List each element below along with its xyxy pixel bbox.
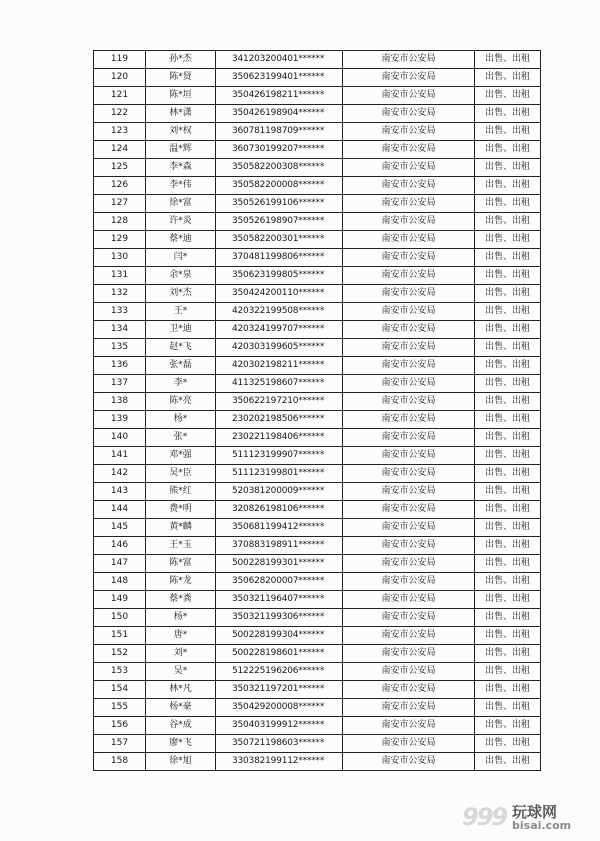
issuing-authority: 南安市公安局 xyxy=(343,339,475,357)
table-row xyxy=(94,87,541,105)
row-number: 132 xyxy=(94,285,146,303)
row-number: 128 xyxy=(94,213,146,231)
row-number: 149 xyxy=(94,591,146,609)
person-name: 卫*迪 xyxy=(146,321,216,339)
issuing-authority: 南安市公安局 xyxy=(343,447,475,465)
id-number: 350622197210****** xyxy=(216,393,343,411)
person-name: 杨* xyxy=(146,411,216,429)
id-number: 350526199106****** xyxy=(216,195,343,213)
person-name: 刘*杰 xyxy=(146,285,216,303)
person-name: 蔡*迪 xyxy=(146,231,216,249)
offense-type: 出售、出租 xyxy=(475,123,541,141)
offense-type: 出售、出租 xyxy=(475,537,541,555)
offense-type: 出售、出租 xyxy=(475,483,541,501)
issuing-authority: 南安市公安局 xyxy=(343,87,475,105)
row-number: 133 xyxy=(94,303,146,321)
id-number: 350424200110****** xyxy=(216,285,343,303)
issuing-authority: 南安市公安局 xyxy=(343,303,475,321)
issuing-authority: 南安市公安局 xyxy=(343,123,475,141)
offense-type: 出售、出租 xyxy=(475,681,541,699)
id-number: 500228199304****** xyxy=(216,627,343,645)
issuing-authority: 南安市公安局 xyxy=(343,699,475,717)
issuing-authority: 南安市公安局 xyxy=(343,519,475,537)
person-name: 刘*权 xyxy=(146,123,216,141)
row-number: 146 xyxy=(94,537,146,555)
person-name: 陈*龙 xyxy=(146,573,216,591)
person-name: 徐*旭 xyxy=(146,753,216,771)
person-name: 唐* xyxy=(146,627,216,645)
row-number: 131 xyxy=(94,267,146,285)
offense-type: 出售、出租 xyxy=(475,753,541,771)
offense-type: 出售、出租 xyxy=(475,303,541,321)
row-number: 122 xyxy=(94,105,146,123)
id-number: 350426198211****** xyxy=(216,87,343,105)
issuing-authority: 南安市公安局 xyxy=(343,105,475,123)
person-name: 熊*红 xyxy=(146,483,216,501)
row-number: 123 xyxy=(94,123,146,141)
issuing-authority: 南安市公安局 xyxy=(343,393,475,411)
person-name: 王*玉 xyxy=(146,537,216,555)
person-name: 杨*豪 xyxy=(146,699,216,717)
id-number: 420303199605****** xyxy=(216,339,343,357)
issuing-authority: 南安市公安局 xyxy=(343,141,475,159)
row-number: 120 xyxy=(94,69,146,87)
table-row xyxy=(94,393,541,411)
issuing-authority: 南安市公安局 xyxy=(343,645,475,663)
table-row xyxy=(94,231,541,249)
person-name: 余*泉 xyxy=(146,267,216,285)
issuing-authority: 南安市公安局 xyxy=(343,537,475,555)
id-number: 512225196206****** xyxy=(216,663,343,681)
offense-type: 出售、出租 xyxy=(475,321,541,339)
offense-type: 出售、出租 xyxy=(475,195,541,213)
table-row xyxy=(94,609,541,627)
issuing-authority: 南安市公安局 xyxy=(343,591,475,609)
row-number: 130 xyxy=(94,249,146,267)
person-name: 陈*垣 xyxy=(146,87,216,105)
offense-type: 出售、出租 xyxy=(475,717,541,735)
issuing-authority: 南安市公安局 xyxy=(343,321,475,339)
watermark-logo-icon: 999 xyxy=(462,803,507,831)
table-row xyxy=(94,483,541,501)
row-number: 157 xyxy=(94,735,146,753)
offense-type: 出售、出租 xyxy=(475,105,541,123)
offense-type: 出售、出租 xyxy=(475,429,541,447)
id-number: 350721198603****** xyxy=(216,735,343,753)
offense-type: 出售、出租 xyxy=(475,69,541,87)
table-row xyxy=(94,303,541,321)
row-number: 148 xyxy=(94,573,146,591)
table-row xyxy=(94,105,541,123)
offense-type: 出售、出租 xyxy=(475,663,541,681)
row-number: 121 xyxy=(94,87,146,105)
table-row xyxy=(94,51,541,69)
issuing-authority: 南安市公安局 xyxy=(343,375,475,393)
table-row xyxy=(94,285,541,303)
issuing-authority: 南安市公安局 xyxy=(343,627,475,645)
id-number: 320826198106****** xyxy=(216,501,343,519)
offense-type: 出售、出租 xyxy=(475,213,541,231)
issuing-authority: 南安市公安局 xyxy=(343,753,475,771)
row-number: 126 xyxy=(94,177,146,195)
table-row xyxy=(94,69,541,87)
row-number: 154 xyxy=(94,681,146,699)
issuing-authority: 南安市公安局 xyxy=(343,555,475,573)
person-name: 邓*强 xyxy=(146,447,216,465)
person-name: 王* xyxy=(146,303,216,321)
offense-type: 出售、出租 xyxy=(475,411,541,429)
table-row xyxy=(94,699,541,717)
offense-type: 出售、出租 xyxy=(475,231,541,249)
row-number: 142 xyxy=(94,465,146,483)
person-name: 廖*飞 xyxy=(146,735,216,753)
id-number: 511123199801****** xyxy=(216,465,343,483)
issuing-authority: 南安市公安局 xyxy=(343,69,475,87)
issuing-authority: 南安市公安局 xyxy=(343,681,475,699)
id-number: 350628200007****** xyxy=(216,573,343,591)
issuing-authority: 南安市公安局 xyxy=(343,357,475,375)
id-number: 350681199412****** xyxy=(216,519,343,537)
table-row xyxy=(94,537,541,555)
table-row xyxy=(94,123,541,141)
row-number: 134 xyxy=(94,321,146,339)
row-number: 153 xyxy=(94,663,146,681)
person-name: 徐*富 xyxy=(146,195,216,213)
offense-type: 出售、出租 xyxy=(475,159,541,177)
person-name: 陈*亮 xyxy=(146,393,216,411)
offense-type: 出售、出租 xyxy=(475,573,541,591)
id-number: 341203200401****** xyxy=(216,51,343,69)
person-name: 许*炎 xyxy=(146,213,216,231)
id-number: 350623199805****** xyxy=(216,267,343,285)
table-row xyxy=(94,663,541,681)
offense-type: 出售、出租 xyxy=(475,447,541,465)
row-number: 151 xyxy=(94,627,146,645)
id-number: 511123199907****** xyxy=(216,447,343,465)
row-number: 119 xyxy=(94,51,146,69)
person-name: 张*磊 xyxy=(146,357,216,375)
person-name: 温*辉 xyxy=(146,141,216,159)
person-name: 孙*杰 xyxy=(146,51,216,69)
offense-type: 出售、出租 xyxy=(475,465,541,483)
table-row xyxy=(94,339,541,357)
issuing-authority: 南安市公安局 xyxy=(343,285,475,303)
row-number: 152 xyxy=(94,645,146,663)
person-name: 吴* xyxy=(146,663,216,681)
table-row xyxy=(94,159,541,177)
issuing-authority: 南安市公安局 xyxy=(343,51,475,69)
row-number: 147 xyxy=(94,555,146,573)
table-row xyxy=(94,447,541,465)
watermark-domain: bisai.com xyxy=(512,819,572,832)
issuing-authority: 南安市公安局 xyxy=(343,231,475,249)
issuing-authority: 南安市公安局 xyxy=(343,267,475,285)
person-name: 林*凡 xyxy=(146,681,216,699)
id-number: 500228199301****** xyxy=(216,555,343,573)
table-row xyxy=(94,591,541,609)
person-name: 赵*飞 xyxy=(146,339,216,357)
table-row xyxy=(94,645,541,663)
id-number: 350582200301****** xyxy=(216,231,343,249)
issuing-authority: 南安市公安局 xyxy=(343,573,475,591)
site-watermark xyxy=(462,801,594,835)
id-number: 350321197201****** xyxy=(216,681,343,699)
id-number: 420322199508****** xyxy=(216,303,343,321)
row-number: 143 xyxy=(94,483,146,501)
row-number: 140 xyxy=(94,429,146,447)
id-number: 520381200009****** xyxy=(216,483,343,501)
issuing-authority: 南安市公安局 xyxy=(343,411,475,429)
id-number: 350403199912****** xyxy=(216,717,343,735)
id-number: 330382199112****** xyxy=(216,753,343,771)
row-number: 138 xyxy=(94,393,146,411)
offense-type: 出售、出租 xyxy=(475,375,541,393)
person-name: 费*明 xyxy=(146,501,216,519)
row-number: 129 xyxy=(94,231,146,249)
offense-type: 出售、出租 xyxy=(475,555,541,573)
id-number: 500228198601****** xyxy=(216,645,343,663)
issuing-authority: 南安市公安局 xyxy=(343,735,475,753)
person-name: 李*森 xyxy=(146,159,216,177)
table-row xyxy=(94,249,541,267)
id-number: 230221198406****** xyxy=(216,429,343,447)
id-number: 360730199207****** xyxy=(216,141,343,159)
offense-type: 出售、出租 xyxy=(475,501,541,519)
person-name: 陈*贤 xyxy=(146,69,216,87)
id-number: 370481199806****** xyxy=(216,249,343,267)
person-name: 杨* xyxy=(146,609,216,627)
offense-type: 出售、出租 xyxy=(475,627,541,645)
issuing-authority: 南安市公安局 xyxy=(343,159,475,177)
table-row xyxy=(94,375,541,393)
row-number: 145 xyxy=(94,519,146,537)
id-number: 350321199306****** xyxy=(216,609,343,627)
id-number: 420302198211****** xyxy=(216,357,343,375)
row-number: 156 xyxy=(94,717,146,735)
person-name: 李* xyxy=(146,375,216,393)
offense-type: 出售、出租 xyxy=(475,267,541,285)
id-number: 420324199707****** xyxy=(216,321,343,339)
offense-type: 出售、出租 xyxy=(475,735,541,753)
row-number: 155 xyxy=(94,699,146,717)
issuing-authority: 南安市公安局 xyxy=(343,483,475,501)
id-number: 411325198607****** xyxy=(216,375,343,393)
table-row xyxy=(94,213,541,231)
table-row xyxy=(94,357,541,375)
row-number: 125 xyxy=(94,159,146,177)
offense-type: 出售、出租 xyxy=(475,591,541,609)
id-number: 350582200308****** xyxy=(216,159,343,177)
issuing-authority: 南安市公安局 xyxy=(343,663,475,681)
roster-table xyxy=(93,50,541,771)
table-row xyxy=(94,627,541,645)
row-number: 144 xyxy=(94,501,146,519)
id-number: 230202198506****** xyxy=(216,411,343,429)
id-number: 360781198709****** xyxy=(216,123,343,141)
person-name: 谷*成 xyxy=(146,717,216,735)
table-row xyxy=(94,555,541,573)
person-name: 蔡*粪 xyxy=(146,591,216,609)
person-name: 李*伟 xyxy=(146,177,216,195)
watermark-title: 玩球网 xyxy=(512,803,558,821)
table-row xyxy=(94,267,541,285)
person-name: 闫* xyxy=(146,249,216,267)
issuing-authority: 南安市公安局 xyxy=(343,501,475,519)
table-row xyxy=(94,195,541,213)
table-row xyxy=(94,717,541,735)
offense-type: 出售、出租 xyxy=(475,699,541,717)
offense-type: 出售、出租 xyxy=(475,51,541,69)
row-number: 137 xyxy=(94,375,146,393)
row-number: 135 xyxy=(94,339,146,357)
offense-type: 出售、出租 xyxy=(475,645,541,663)
issuing-authority: 南安市公安局 xyxy=(343,609,475,627)
table-row xyxy=(94,735,541,753)
id-number: 350429200008****** xyxy=(216,699,343,717)
person-name: 陈*富 xyxy=(146,555,216,573)
person-name: 张* xyxy=(146,429,216,447)
table-row xyxy=(94,321,541,339)
offense-type: 出售、出租 xyxy=(475,339,541,357)
offense-type: 出售、出租 xyxy=(475,519,541,537)
issuing-authority: 南安市公安局 xyxy=(343,429,475,447)
id-number: 370883198911****** xyxy=(216,537,343,555)
table-row xyxy=(94,681,541,699)
table-row xyxy=(94,141,541,159)
issuing-authority: 南安市公安局 xyxy=(343,465,475,483)
offense-type: 出售、出租 xyxy=(475,285,541,303)
table-row xyxy=(94,465,541,483)
id-number: 350526198907****** xyxy=(216,213,343,231)
id-number: 350426198904****** xyxy=(216,105,343,123)
offense-type: 出售、出租 xyxy=(475,141,541,159)
offense-type: 出售、出租 xyxy=(475,609,541,627)
id-number: 350623199401****** xyxy=(216,69,343,87)
id-number: 350321196407****** xyxy=(216,591,343,609)
row-number: 141 xyxy=(94,447,146,465)
id-number: 350582200008****** xyxy=(216,177,343,195)
person-name: 林*潇 xyxy=(146,105,216,123)
issuing-authority: 南安市公安局 xyxy=(343,177,475,195)
row-number: 158 xyxy=(94,753,146,771)
table-row xyxy=(94,519,541,537)
issuing-authority: 南安市公安局 xyxy=(343,249,475,267)
row-number: 124 xyxy=(94,141,146,159)
row-number: 136 xyxy=(94,357,146,375)
offense-type: 出售、出租 xyxy=(475,393,541,411)
table-row xyxy=(94,429,541,447)
row-number: 127 xyxy=(94,195,146,213)
table-row xyxy=(94,411,541,429)
issuing-authority: 南安市公安局 xyxy=(343,717,475,735)
issuing-authority: 南安市公安局 xyxy=(343,195,475,213)
person-name: 吴*臣 xyxy=(146,465,216,483)
table-row xyxy=(94,177,541,195)
person-name: 刘* xyxy=(146,645,216,663)
offense-type: 出售、出租 xyxy=(475,357,541,375)
table-row xyxy=(94,573,541,591)
table-row xyxy=(94,753,541,771)
offense-type: 出售、出租 xyxy=(475,177,541,195)
person-name: 黄*麟 xyxy=(146,519,216,537)
roster-body xyxy=(94,51,541,771)
offense-type: 出售、出租 xyxy=(475,249,541,267)
issuing-authority: 南安市公安局 xyxy=(343,213,475,231)
row-number: 139 xyxy=(94,411,146,429)
row-number: 150 xyxy=(94,609,146,627)
table-row xyxy=(94,501,541,519)
offense-type: 出售、出租 xyxy=(475,87,541,105)
